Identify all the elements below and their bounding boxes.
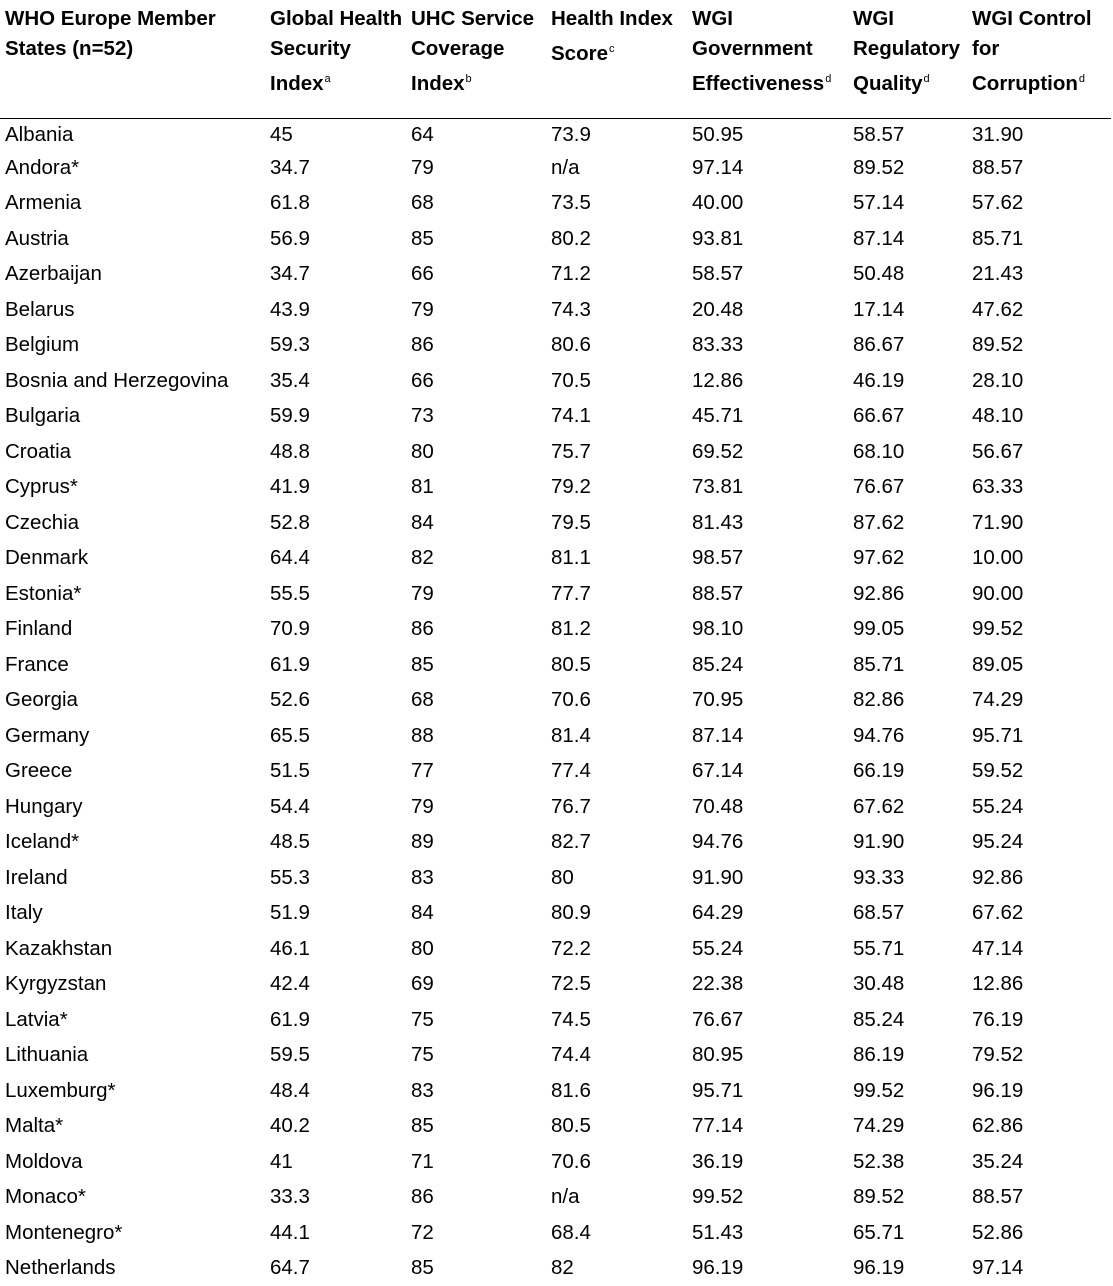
cell-wgi-gov-effectiveness: 50.95 (692, 122, 744, 146)
cell-ghs-index: 48.8 (270, 439, 310, 463)
cell-uhc-index: 75 (411, 1007, 434, 1031)
cell-country: Montenegro* (5, 1220, 123, 1244)
cell-wgi-regulatory-quality: 96.19 (853, 1256, 905, 1279)
cell-wgi-gov-effectiveness: 96.19 (692, 1256, 744, 1279)
cell-wgi-control-corruption: 62.86 (972, 1114, 1024, 1137)
cell-ghs-index: 52.6 (270, 688, 310, 711)
cell-uhc-index: 80 (411, 936, 434, 960)
cell-wgi-regulatory-quality: 93.33 (853, 865, 905, 889)
cell-country: Bosnia and Herzegovina (5, 368, 229, 392)
table-row (0, 1215, 1111, 1251)
cell-wgi-control-corruption: 35.24 (972, 1149, 1024, 1173)
table-row (0, 185, 1111, 221)
cell-country: Belarus (5, 297, 75, 321)
table-row (0, 682, 1111, 718)
cell-uhc-index: 86 (411, 333, 434, 356)
table-row (0, 966, 1111, 1002)
header-label: WGI Control for Corruption (972, 7, 1092, 95)
cell-wgi-regulatory-quality: 85.24 (853, 1007, 905, 1031)
cell-health-index: 70.5 (551, 368, 591, 392)
cell-wgi-regulatory-quality: 67.62 (853, 794, 905, 818)
header-label: WHO Europe Member States (n=52) (5, 7, 216, 60)
cell-country: Finland (5, 617, 73, 640)
cell-wgi-control-corruption: 55.24 (972, 794, 1024, 818)
cell-wgi-gov-effectiveness: 99.52 (692, 1185, 744, 1208)
cell-health-index: 76.7 (551, 794, 591, 818)
cell-uhc-index: 81 (411, 475, 434, 498)
cell-health-index: 74.4 (551, 1043, 591, 1066)
cell-wgi-gov-effectiveness: 93.81 (692, 226, 744, 250)
cell-country: Iceland* (5, 830, 80, 853)
cell-ghs-index: 59.3 (270, 333, 310, 356)
cell-country: Kazakhstan (5, 936, 113, 960)
table-row (0, 647, 1111, 683)
table-row (0, 221, 1111, 257)
cell-wgi-regulatory-quality: 68.57 (853, 901, 905, 924)
cell-wgi-gov-effectiveness: 83.33 (692, 333, 744, 356)
cell-ghs-index: 64.4 (270, 546, 310, 569)
cell-ghs-index: 48.5 (270, 830, 310, 853)
table-row (0, 895, 1111, 931)
cell-wgi-regulatory-quality: 97.62 (853, 546, 905, 569)
cell-country: Italy (5, 901, 43, 924)
table-header (0, 0, 1111, 118)
header-ghs-index (265, 0, 406, 118)
cell-ghs-index: 46.1 (270, 936, 310, 960)
cell-wgi-gov-effectiveness: 80.95 (692, 1043, 744, 1066)
cell-country: Lithuania (5, 1043, 89, 1066)
cell-wgi-regulatory-quality: 58.57 (853, 122, 905, 146)
cell-health-index: 77.4 (551, 759, 591, 782)
cell-wgi-gov-effectiveness: 97.14 (692, 155, 744, 179)
cell-ghs-index: 48.4 (270, 1078, 310, 1102)
header-footnote-marker: d (1078, 73, 1086, 85)
cell-country: Moldova (5, 1149, 83, 1173)
cell-uhc-index: 85 (411, 1114, 434, 1137)
cell-ghs-index: 64.7 (270, 1256, 310, 1279)
cell-wgi-gov-effectiveness: 94.76 (692, 830, 744, 853)
table-body (0, 118, 1111, 1286)
cell-ghs-index: 45 (270, 122, 293, 146)
cell-wgi-gov-effectiveness: 12.86 (692, 368, 744, 392)
cell-wgi-control-corruption: 89.52 (972, 333, 1024, 356)
table-row (0, 1073, 1111, 1109)
cell-wgi-gov-effectiveness: 98.57 (692, 546, 744, 569)
cell-wgi-control-corruption: 48.10 (972, 404, 1024, 427)
cell-ghs-index: 43.9 (270, 297, 310, 321)
cell-wgi-gov-effectiveness: 40.00 (692, 191, 744, 214)
cell-wgi-gov-effectiveness: 85.24 (692, 652, 744, 676)
cell-uhc-index: 79 (411, 794, 434, 818)
cell-health-index: 68.4 (551, 1220, 591, 1244)
cell-uhc-index: 86 (411, 617, 434, 640)
cell-health-index: 80.2 (551, 226, 591, 250)
cell-ghs-index: 70.9 (270, 617, 310, 640)
cell-wgi-control-corruption: 74.29 (972, 688, 1024, 711)
cell-wgi-control-corruption: 71.90 (972, 510, 1024, 534)
table-row (0, 931, 1111, 967)
cell-country: Germany (5, 723, 90, 747)
header-uhc-index (406, 0, 546, 118)
cell-ghs-index: 40.2 (270, 1114, 310, 1137)
cell-wgi-gov-effectiveness: 55.24 (692, 936, 744, 960)
cell-health-index: 75.7 (551, 439, 591, 463)
cell-health-index: 74.3 (551, 297, 591, 321)
cell-health-index: 72.5 (551, 972, 591, 995)
cell-wgi-gov-effectiveness: 88.57 (692, 581, 744, 605)
cell-health-index: 72.2 (551, 936, 591, 960)
cell-wgi-regulatory-quality: 52.38 (853, 1149, 905, 1173)
header-label: Health Index Score (551, 7, 673, 65)
cell-country: Belgium (5, 333, 80, 356)
cell-uhc-index: 85 (411, 652, 434, 676)
cell-ghs-index: 34.7 (270, 155, 310, 179)
cell-ghs-index: 51.9 (270, 901, 310, 924)
cell-uhc-index: 75 (411, 1043, 434, 1066)
cell-country: Georgia (5, 688, 78, 711)
cell-wgi-control-corruption: 88.57 (972, 155, 1024, 179)
cell-wgi-regulatory-quality: 82.86 (853, 688, 905, 711)
cell-ghs-index: 51.5 (270, 759, 310, 782)
header-label: Global Health Security Index (270, 7, 403, 95)
cell-wgi-gov-effectiveness: 69.52 (692, 439, 744, 463)
cell-ghs-index: 59.9 (270, 404, 310, 427)
cell-ghs-index: 41.9 (270, 475, 310, 498)
cell-wgi-gov-effectiveness: 76.67 (692, 1007, 744, 1031)
cell-country: France (5, 652, 69, 676)
cell-health-index: 81.6 (551, 1078, 591, 1102)
cell-ghs-index: 56.9 (270, 226, 310, 250)
table-row (0, 1108, 1111, 1144)
cell-health-index: n/a (551, 1185, 580, 1208)
cell-wgi-control-corruption: 63.33 (972, 475, 1024, 498)
header-label: UHC Service Coverage Index (411, 7, 535, 95)
table-row (0, 469, 1111, 505)
cell-ghs-index: 59.5 (270, 1043, 310, 1066)
cell-wgi-control-corruption: 67.62 (972, 901, 1024, 924)
cell-wgi-gov-effectiveness: 98.10 (692, 617, 744, 640)
table-row (0, 1002, 1111, 1038)
header-health-index (546, 0, 687, 118)
cell-wgi-regulatory-quality: 94.76 (853, 723, 905, 747)
cell-wgi-gov-effectiveness: 22.38 (692, 972, 744, 995)
cell-wgi-control-corruption: 59.52 (972, 759, 1024, 782)
cell-uhc-index: 79 (411, 155, 434, 179)
cell-wgi-gov-effectiveness: 73.81 (692, 475, 744, 498)
table-row (0, 824, 1111, 860)
cell-health-index: 81.2 (551, 617, 591, 640)
cell-wgi-gov-effectiveness: 36.19 (692, 1149, 744, 1173)
cell-wgi-gov-effectiveness: 20.48 (692, 297, 744, 321)
cell-health-index: n/a (551, 155, 580, 179)
cell-wgi-control-corruption: 95.24 (972, 830, 1024, 853)
header-footnote-marker: c (608, 43, 615, 55)
cell-country: Azerbaijan (5, 262, 102, 285)
table-row (0, 505, 1111, 541)
cell-wgi-control-corruption: 21.43 (972, 262, 1024, 285)
cell-wgi-control-corruption: 92.86 (972, 865, 1024, 889)
cell-uhc-index: 77 (411, 759, 434, 782)
cell-uhc-index: 83 (411, 1078, 434, 1102)
cell-wgi-control-corruption: 12.86 (972, 972, 1024, 995)
cell-wgi-regulatory-quality: 92.86 (853, 581, 905, 605)
cell-uhc-index: 85 (411, 1256, 434, 1279)
cell-wgi-regulatory-quality: 65.71 (853, 1220, 905, 1244)
cell-uhc-index: 66 (411, 262, 434, 285)
cell-wgi-control-corruption: 28.10 (972, 368, 1024, 392)
cell-country: Kyrgyzstan (5, 972, 107, 995)
cell-country: Estonia* (5, 581, 82, 605)
header-footnote-marker: b (465, 73, 472, 85)
cell-wgi-regulatory-quality: 55.71 (853, 936, 905, 960)
header-label: WGI Government Effectiveness (692, 7, 825, 95)
cell-wgi-regulatory-quality: 76.67 (853, 475, 905, 498)
cell-ghs-index: 54.4 (270, 794, 310, 818)
cell-wgi-gov-effectiveness: 87.14 (692, 723, 744, 747)
cell-country: Czechia (5, 510, 80, 534)
cell-wgi-regulatory-quality: 30.48 (853, 972, 905, 995)
table-row (0, 1179, 1111, 1215)
cell-wgi-regulatory-quality: 87.14 (853, 226, 905, 250)
header-footnote-marker: a (324, 73, 331, 85)
cell-country: Latvia* (5, 1007, 68, 1031)
cell-country: Austria (5, 226, 69, 250)
cell-country: Armenia (5, 191, 82, 214)
cell-ghs-index: 61.8 (270, 191, 310, 214)
table-row (0, 611, 1111, 647)
cell-health-index: 81.1 (551, 546, 591, 569)
cell-health-index: 82 (551, 1256, 574, 1279)
cell-health-index: 80 (551, 865, 574, 889)
cell-country: Malta* (5, 1114, 64, 1137)
cell-health-index: 80.6 (551, 333, 591, 356)
cell-country: Cyprus* (5, 475, 78, 498)
cell-wgi-gov-effectiveness: 70.95 (692, 688, 744, 711)
cell-country: Andora* (5, 155, 80, 179)
cell-health-index: 80.5 (551, 1114, 591, 1137)
cell-country: Monaco* (5, 1185, 86, 1208)
cell-country: Denmark (5, 546, 89, 569)
table-row (0, 363, 1111, 399)
cell-wgi-regulatory-quality: 89.52 (853, 1185, 905, 1208)
cell-ghs-index: 55.5 (270, 581, 310, 605)
table-row (0, 1037, 1111, 1073)
cell-health-index: 74.1 (551, 404, 591, 427)
cell-uhc-index: 83 (411, 865, 434, 889)
cell-uhc-index: 88 (411, 723, 434, 747)
cell-uhc-index: 84 (411, 901, 434, 924)
cell-wgi-control-corruption: 85.71 (972, 226, 1024, 250)
cell-uhc-index: 79 (411, 297, 434, 321)
cell-wgi-gov-effectiveness: 81.43 (692, 510, 744, 534)
header-footnote-marker: d (923, 73, 930, 85)
cell-wgi-control-corruption: 52.86 (972, 1220, 1024, 1244)
cell-wgi-regulatory-quality: 86.19 (853, 1043, 905, 1066)
cell-wgi-regulatory-quality: 87.62 (853, 510, 905, 534)
cell-ghs-index: 35.4 (270, 368, 310, 392)
cell-health-index: 79.5 (551, 510, 591, 534)
cell-health-index: 73.5 (551, 191, 591, 214)
cell-wgi-regulatory-quality: 89.52 (853, 155, 905, 179)
cell-country: Hungary (5, 794, 83, 818)
header-row (0, 0, 1111, 118)
cell-uhc-index: 72 (411, 1220, 434, 1244)
cell-uhc-index: 71 (411, 1149, 434, 1173)
table-row (0, 398, 1111, 434)
cell-country: Luxemburg* (5, 1078, 116, 1102)
cell-wgi-control-corruption: 96.19 (972, 1078, 1024, 1102)
cell-health-index: 81.4 (551, 723, 591, 747)
cell-wgi-regulatory-quality: 99.05 (853, 617, 905, 640)
cell-wgi-regulatory-quality: 66.19 (853, 759, 905, 782)
table-row (0, 576, 1111, 612)
cell-uhc-index: 64 (411, 122, 434, 146)
header-wgi-gov-effectiveness (687, 0, 848, 118)
cell-uhc-index: 69 (411, 972, 434, 995)
cell-wgi-control-corruption: 57.62 (972, 191, 1024, 214)
cell-uhc-index: 82 (411, 546, 434, 569)
cell-wgi-gov-effectiveness: 51.43 (692, 1220, 744, 1244)
cell-wgi-gov-effectiveness: 67.14 (692, 759, 744, 782)
cell-wgi-gov-effectiveness: 91.90 (692, 865, 744, 889)
cell-ghs-index: 61.9 (270, 1007, 310, 1031)
table-row (0, 150, 1111, 186)
cell-uhc-index: 84 (411, 510, 434, 534)
cell-wgi-control-corruption: 88.57 (972, 1185, 1024, 1208)
cell-ghs-index: 61.9 (270, 652, 310, 676)
cell-country: Albania (5, 122, 74, 146)
cell-wgi-control-corruption: 10.00 (972, 546, 1024, 569)
cell-wgi-gov-effectiveness: 95.71 (692, 1078, 744, 1102)
cell-wgi-gov-effectiveness: 70.48 (692, 794, 744, 818)
cell-wgi-control-corruption: 79.52 (972, 1043, 1024, 1066)
table-row (0, 256, 1111, 292)
cell-ghs-index: 34.7 (270, 262, 310, 285)
cell-wgi-regulatory-quality: 17.14 (853, 297, 905, 321)
cell-wgi-control-corruption: 76.19 (972, 1007, 1024, 1031)
table-row (0, 118, 1111, 150)
cell-wgi-regulatory-quality: 91.90 (853, 830, 905, 853)
cell-uhc-index: 80 (411, 439, 434, 463)
cell-health-index: 71.2 (551, 262, 591, 285)
cell-uhc-index: 86 (411, 1185, 434, 1208)
header-wgi-control-corruption (967, 0, 1111, 118)
cell-health-index: 80.9 (551, 901, 591, 924)
table-row (0, 718, 1111, 754)
table-row (0, 540, 1111, 576)
table-row (0, 1250, 1111, 1286)
cell-wgi-control-corruption: 90.00 (972, 581, 1024, 605)
cell-country: Greece (5, 759, 73, 782)
header-footnote-marker: d (825, 73, 832, 85)
cell-wgi-control-corruption: 95.71 (972, 723, 1024, 747)
table-row (0, 753, 1111, 789)
cell-wgi-regulatory-quality: 46.19 (853, 368, 905, 392)
table-row (0, 789, 1111, 825)
cell-wgi-control-corruption: 47.62 (972, 297, 1024, 321)
cell-uhc-index: 85 (411, 226, 434, 250)
table-row (0, 860, 1111, 896)
cell-uhc-index: 79 (411, 581, 434, 605)
table-row (0, 327, 1111, 363)
cell-uhc-index: 66 (411, 368, 434, 392)
cell-wgi-control-corruption: 99.52 (972, 617, 1024, 640)
cell-wgi-regulatory-quality: 86.67 (853, 333, 905, 356)
cell-health-index: 82.7 (551, 830, 591, 853)
table-row (0, 1144, 1111, 1180)
cell-wgi-regulatory-quality: 50.48 (853, 262, 905, 285)
cell-country: Netherlands (5, 1256, 116, 1279)
cell-wgi-control-corruption: 56.67 (972, 439, 1024, 463)
cell-wgi-regulatory-quality: 85.71 (853, 652, 905, 676)
cell-ghs-index: 41 (270, 1149, 293, 1173)
cell-uhc-index: 68 (411, 688, 434, 711)
cell-health-index: 70.6 (551, 688, 591, 711)
cell-uhc-index: 73 (411, 404, 434, 427)
cell-uhc-index: 68 (411, 191, 434, 214)
cell-wgi-regulatory-quality: 74.29 (853, 1114, 905, 1137)
cell-health-index: 74.5 (551, 1007, 591, 1031)
cell-uhc-index: 89 (411, 830, 434, 853)
cell-wgi-gov-effectiveness: 45.71 (692, 404, 744, 427)
cell-country: Bulgaria (5, 404, 81, 427)
cell-wgi-gov-effectiveness: 64.29 (692, 901, 744, 924)
table-row (0, 434, 1111, 470)
table-row (0, 292, 1111, 328)
header-wgi-regulatory-quality (848, 0, 967, 118)
cell-health-index: 79.2 (551, 475, 591, 498)
header-member-states (0, 0, 265, 118)
cell-health-index: 70.6 (551, 1149, 591, 1173)
cell-wgi-gov-effectiveness: 77.14 (692, 1114, 744, 1137)
cell-ghs-index: 65.5 (270, 723, 310, 747)
header-label: WGI Regulatory Quality (853, 7, 961, 95)
cell-wgi-control-corruption: 47.14 (972, 936, 1024, 960)
cell-country: Ireland (5, 865, 68, 889)
cell-wgi-regulatory-quality: 66.67 (853, 404, 905, 427)
cell-country: Croatia (5, 439, 72, 463)
cell-ghs-index: 44.1 (270, 1220, 310, 1244)
cell-health-index: 73.9 (551, 122, 591, 146)
cell-wgi-regulatory-quality: 57.14 (853, 191, 905, 214)
cell-health-index: 80.5 (551, 652, 591, 676)
cell-wgi-control-corruption: 89.05 (972, 652, 1024, 676)
cell-wgi-gov-effectiveness: 58.57 (692, 262, 744, 285)
cell-ghs-index: 52.8 (270, 510, 310, 534)
cell-wgi-regulatory-quality: 68.10 (853, 439, 905, 463)
cell-ghs-index: 55.3 (270, 865, 310, 889)
cell-ghs-index: 33.3 (270, 1185, 310, 1208)
cell-wgi-control-corruption: 97.14 (972, 1256, 1024, 1279)
cell-wgi-control-corruption: 31.90 (972, 122, 1024, 146)
cell-ghs-index: 42.4 (270, 972, 310, 995)
cell-wgi-regulatory-quality: 99.52 (853, 1078, 905, 1102)
cell-health-index: 77.7 (551, 581, 591, 605)
